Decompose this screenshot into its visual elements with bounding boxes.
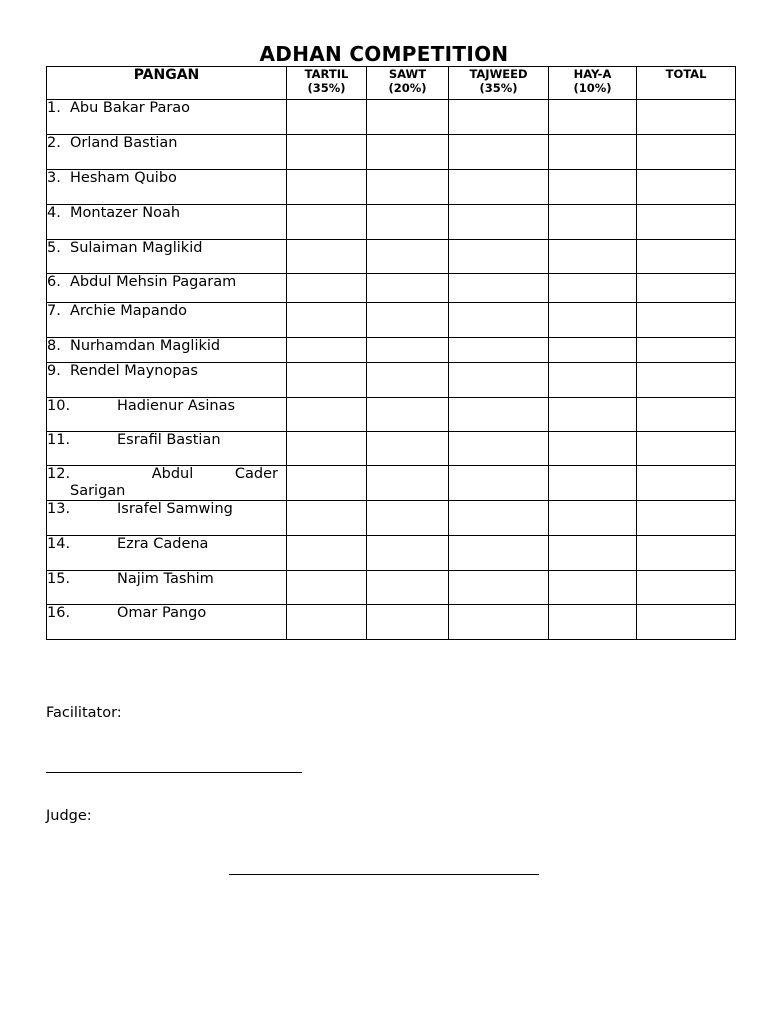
participant-name: Nurhamdan Maglikid xyxy=(70,338,221,354)
sawt-score-cell[interactable] xyxy=(367,274,449,303)
total-score-cell[interactable] xyxy=(637,571,736,605)
header-sawt-weight: (20%) xyxy=(388,81,427,95)
tajweed-score-cell[interactable] xyxy=(449,605,549,640)
participant-name: Najim Tashim xyxy=(117,571,214,587)
sawt-score-cell[interactable] xyxy=(367,466,449,501)
tartil-score-cell[interactable] xyxy=(287,571,367,605)
total-score-cell[interactable] xyxy=(637,338,736,363)
haya-score-cell[interactable] xyxy=(549,338,637,363)
tartil-score-cell[interactable] xyxy=(287,170,367,205)
header-sawt xyxy=(367,67,449,100)
participant-cell xyxy=(47,240,287,274)
haya-score-cell[interactable] xyxy=(549,571,637,605)
sawt-score-cell[interactable] xyxy=(367,571,449,605)
total-score-cell[interactable] xyxy=(637,240,736,274)
participant-number: 10. xyxy=(47,398,71,414)
total-score-cell[interactable] xyxy=(637,432,736,466)
participant-number: 1. xyxy=(47,100,61,116)
tajweed-score-cell[interactable] xyxy=(449,501,549,536)
header-haya-weight: (10%) xyxy=(573,81,612,95)
total-score-cell[interactable] xyxy=(637,274,736,303)
tartil-score-cell[interactable] xyxy=(287,100,367,135)
sawt-score-cell[interactable] xyxy=(367,501,449,536)
tajweed-score-cell[interactable] xyxy=(449,571,549,605)
haya-score-cell[interactable] xyxy=(549,363,637,398)
participant-number: 15. xyxy=(47,571,71,587)
tartil-score-cell[interactable] xyxy=(287,240,367,274)
tajweed-score-cell[interactable] xyxy=(449,240,549,274)
sawt-score-cell[interactable] xyxy=(367,205,449,240)
participant-cell xyxy=(47,100,287,135)
total-score-cell[interactable] xyxy=(637,363,736,398)
participant-name: Abdul Mehsin Pagaram xyxy=(70,274,237,290)
sawt-score-cell[interactable] xyxy=(367,398,449,432)
participant-name: Hesham Quibo xyxy=(70,170,177,186)
table-row xyxy=(47,571,736,605)
haya-score-cell[interactable] xyxy=(549,605,637,640)
participant-cell xyxy=(47,338,287,363)
sawt-score-cell[interactable] xyxy=(367,432,449,466)
sawt-score-cell[interactable] xyxy=(367,100,449,135)
participant-name-part: Sarigan xyxy=(70,483,126,499)
participant-cell xyxy=(47,432,287,466)
participant-cell xyxy=(47,501,287,536)
tartil-score-cell[interactable] xyxy=(287,338,367,363)
table-row xyxy=(47,135,736,170)
haya-score-cell[interactable] xyxy=(549,240,637,274)
sawt-score-cell[interactable] xyxy=(367,135,449,170)
participant-name: Sulaiman Maglikid xyxy=(70,240,203,256)
participant-cell xyxy=(47,205,287,240)
total-score-cell[interactable] xyxy=(637,398,736,432)
participant-number: 8. xyxy=(47,338,61,354)
header-tajweed xyxy=(449,67,549,100)
header-haya-label: HAY-A xyxy=(573,67,612,81)
header-tajweed-weight: (35%) xyxy=(479,81,518,95)
tartil-score-cell[interactable] xyxy=(287,303,367,338)
sawt-score-cell[interactable] xyxy=(367,170,449,205)
participant-name: Israfel Samwing xyxy=(117,501,233,517)
participant-cell xyxy=(47,605,287,640)
total-score-cell[interactable] xyxy=(637,605,736,640)
participant-cell xyxy=(47,363,287,398)
haya-score-cell[interactable] xyxy=(549,170,637,205)
participant-name: Orland Bastian xyxy=(70,135,178,151)
participant-number: 7. xyxy=(47,303,61,319)
sawt-score-cell[interactable] xyxy=(367,536,449,571)
participant-number: 4. xyxy=(47,205,61,221)
participant-number: 6. xyxy=(47,274,61,290)
tartil-score-cell[interactable] xyxy=(287,536,367,571)
participant-cell xyxy=(47,274,287,303)
sawt-score-cell[interactable] xyxy=(367,240,449,274)
table-row xyxy=(47,363,736,398)
table-row xyxy=(47,605,736,640)
participant-cell xyxy=(47,303,287,338)
participant-cell xyxy=(47,571,287,605)
table-row xyxy=(47,501,736,536)
facilitator-label: Facilitator: xyxy=(46,705,122,721)
tajweed-score-cell[interactable] xyxy=(449,205,549,240)
participant-cell xyxy=(47,135,287,170)
tartil-score-cell[interactable] xyxy=(287,398,367,432)
table-row xyxy=(47,536,736,571)
table-row xyxy=(47,466,736,501)
header-sawt-label: SAWT xyxy=(388,67,427,81)
table-row xyxy=(47,274,736,303)
header-tartil-weight: (35%) xyxy=(307,81,346,95)
total-score-cell[interactable] xyxy=(637,536,736,571)
haya-score-cell[interactable] xyxy=(549,501,637,536)
tajweed-score-cell[interactable] xyxy=(449,274,549,303)
sawt-score-cell[interactable] xyxy=(367,338,449,363)
tajweed-score-cell[interactable] xyxy=(449,536,549,571)
table-row xyxy=(47,240,736,274)
participant-cell xyxy=(47,398,287,432)
tajweed-score-cell[interactable] xyxy=(449,338,549,363)
table-row xyxy=(47,398,736,432)
haya-score-cell[interactable] xyxy=(549,398,637,432)
tartil-score-cell[interactable] xyxy=(287,205,367,240)
header-tartil xyxy=(287,67,367,100)
tajweed-score-cell[interactable] xyxy=(449,398,549,432)
tartil-score-cell[interactable] xyxy=(287,135,367,170)
participant-name-part: Cader xyxy=(234,466,278,482)
tajweed-score-cell[interactable] xyxy=(449,170,549,205)
tajweed-score-cell[interactable] xyxy=(449,466,549,501)
table-row xyxy=(47,338,736,363)
haya-score-cell[interactable] xyxy=(549,466,637,501)
participant-name: Ezra Cadena xyxy=(117,536,209,552)
table-row xyxy=(47,100,736,135)
header-name: PANGAN xyxy=(47,67,287,100)
haya-score-cell[interactable] xyxy=(549,536,637,571)
header-row xyxy=(47,67,736,100)
total-score-cell[interactable] xyxy=(637,205,736,240)
participant-number: 12. xyxy=(47,466,71,482)
participant-number: 11. xyxy=(47,432,71,448)
participant-number: 3. xyxy=(47,170,61,186)
judge-signature-line xyxy=(229,874,539,875)
tartil-score-cell[interactable] xyxy=(287,363,367,398)
tajweed-score-cell[interactable] xyxy=(449,135,549,170)
header-haya xyxy=(549,67,637,100)
total-score-cell[interactable] xyxy=(637,135,736,170)
total-score-cell[interactable] xyxy=(637,466,736,501)
participant-number: 2. xyxy=(47,135,61,151)
participant-cell xyxy=(47,170,287,205)
participant-cell xyxy=(47,536,287,571)
total-score-cell[interactable] xyxy=(637,100,736,135)
haya-score-cell[interactable] xyxy=(549,432,637,466)
tartil-score-cell[interactable] xyxy=(287,605,367,640)
header-tartil-label: TARTIL xyxy=(304,67,349,81)
participant-name: Hadienur Asinas xyxy=(117,398,236,414)
participant-name: Omar Pango xyxy=(117,605,207,621)
haya-score-cell[interactable] xyxy=(549,303,637,338)
sawt-score-cell[interactable] xyxy=(367,363,449,398)
table-row xyxy=(47,303,736,338)
haya-score-cell[interactable] xyxy=(549,135,637,170)
header-tajweed-label: TAJWEED xyxy=(469,67,528,81)
participant-name: Esrafil Bastian xyxy=(117,432,221,448)
tajweed-score-cell[interactable] xyxy=(449,100,549,135)
participant-number: 16. xyxy=(47,605,71,621)
participant-number: 9. xyxy=(47,363,61,379)
participant-number: 5. xyxy=(47,240,61,256)
table-row xyxy=(47,170,736,205)
tartil-score-cell[interactable] xyxy=(287,274,367,303)
table-row xyxy=(47,205,736,240)
score-table xyxy=(46,66,736,640)
facilitator-signature-line xyxy=(46,772,302,773)
participant-name: Rendel Maynopas xyxy=(70,363,198,379)
page-title: ADHAN COMPETITION xyxy=(259,42,509,66)
haya-score-cell[interactable] xyxy=(549,100,637,135)
judge-label: Judge: xyxy=(46,808,92,824)
participant-cell xyxy=(47,466,287,501)
tartil-score-cell[interactable] xyxy=(287,432,367,466)
sawt-score-cell[interactable] xyxy=(367,605,449,640)
total-score-cell[interactable] xyxy=(637,501,736,536)
tajweed-score-cell[interactable] xyxy=(449,363,549,398)
tartil-score-cell[interactable] xyxy=(287,501,367,536)
tajweed-score-cell[interactable] xyxy=(449,303,549,338)
header-total: TOTAL xyxy=(637,67,736,100)
participant-name-part: Abdul xyxy=(151,466,194,482)
total-score-cell[interactable] xyxy=(637,170,736,205)
tajweed-score-cell[interactable] xyxy=(449,432,549,466)
participant-name: Montazer Noah xyxy=(70,205,181,221)
haya-score-cell[interactable] xyxy=(549,205,637,240)
tartil-score-cell[interactable] xyxy=(287,466,367,501)
haya-score-cell[interactable] xyxy=(549,274,637,303)
table-row xyxy=(47,432,736,466)
participant-number: 13. xyxy=(47,501,71,517)
participant-number: 14. xyxy=(47,536,71,552)
total-score-cell[interactable] xyxy=(637,303,736,338)
sawt-score-cell[interactable] xyxy=(367,303,449,338)
participant-name: Abu Bakar Parao xyxy=(70,100,191,116)
participant-name: Archie Mapando xyxy=(70,303,188,319)
